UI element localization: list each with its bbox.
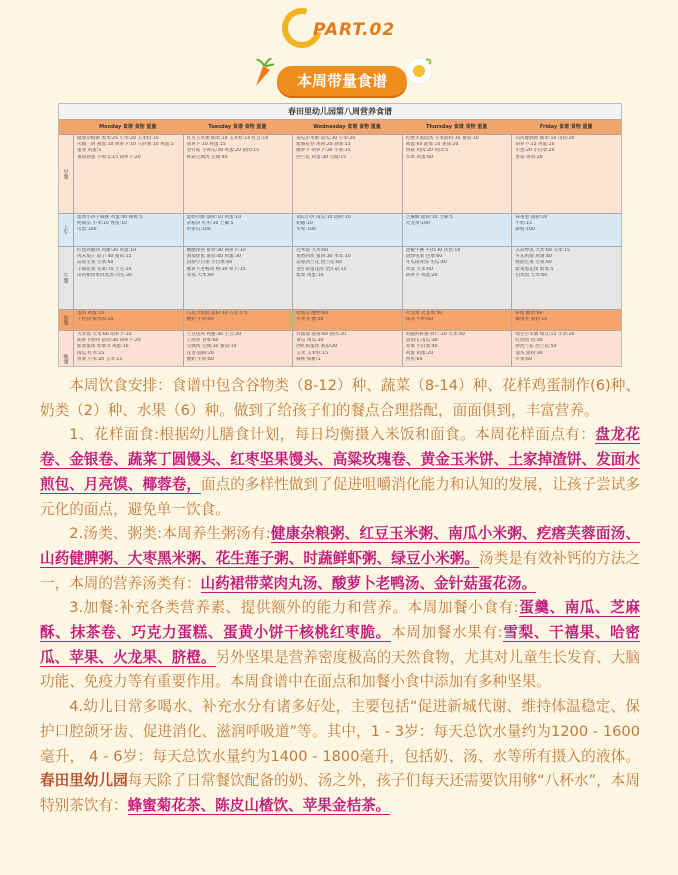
soup-paragraph: [40, 522, 640, 596]
menu-item: 苹果:100: [296, 227, 316, 233]
menu-item: 苹果:60: [515, 356, 532, 362]
pastry-paragraph: [40, 423, 640, 522]
menu-row: [59, 135, 621, 214]
egg-icon: [404, 56, 434, 86]
menu-row-label: 上午: [59, 214, 74, 246]
soup-list: 山药裙带菜肉丸汤、酸萝卜老鸭汤、金针菇蛋花汤。: [200, 574, 537, 592]
menu-item: 五彩炒饭 大米:60 玉米:15: [515, 248, 570, 253]
menu-item: 蒜蓉西兰花 西兰花:60: [296, 260, 342, 266]
menu-item: 抹茶 牛奶:60: [405, 317, 434, 323]
tea-list: 蜂蜜菊花茶、陈皮山楂饮、苹果金桔茶。: [127, 796, 391, 814]
pastry-list: 盘龙花卷、金银卷、蔬菜丁圆馒头、红枣坚果馒头、高粱玫瑰卷、黄金玉米饼、土家掉渣饼、发面水煎包、月亮馍、椰蓉卷，: [40, 426, 640, 493]
menu-item: 大米饭 大米:60 胡萝卜:10: [77, 332, 132, 337]
menu-item: 蒸南瓜 南瓜:30: [405, 338, 438, 344]
menu-cell: [184, 310, 294, 330]
menu-cell: [512, 310, 622, 330]
soup-intro: 2.汤类、粥类:本周养生粥汤有:: [69, 525, 271, 543]
menu-cell: [512, 331, 622, 367]
menu-item: 蒜蓉生菜 生菜:60: [77, 260, 114, 266]
menu-cell: [512, 247, 622, 309]
menu-item: 牛奶:15: [515, 221, 532, 227]
menu-item: 青菜 小米:20 玉米:15: [77, 356, 123, 362]
menu-cell: [512, 135, 622, 213]
menu-item: 红烧鸡腿肉 鸡腿:30 鸡蛋:10: [77, 248, 137, 253]
menu-row: [59, 214, 621, 247]
menu-item: 山药裙带菜肉丸汤 肉丸:30: [77, 272, 132, 278]
menu-item: 炒西兰花 西兰花:50: [515, 344, 557, 350]
menu-cell: [512, 214, 622, 246]
menu-item: 香菇 鸡肉:20: [515, 154, 543, 160]
menu-cell: [74, 310, 184, 330]
menu-cell: [403, 247, 513, 309]
menu-item: 黄瓜 黄瓜:30: [296, 338, 324, 344]
menu-row: [59, 331, 621, 367]
fruit-list: 雪梨、干禧果、哈密瓜、苹果、火龙果、脐橙。: [40, 624, 640, 666]
school-name: 春田里幼儿园: [40, 772, 128, 790]
menu-item: 腊肠花卷 鸡肉:20 菠菜:15: [296, 142, 351, 148]
soup-mid: 汤类是有效补钙的方法之一，本周的营养汤类有：: [40, 549, 640, 592]
menu-item: 酸萝卜 胡萝卜:30 小菜:15: [296, 148, 351, 154]
menu-cell: [293, 247, 403, 309]
menu-rows: [59, 135, 621, 367]
menu-header-day: Tuesday 食谱 食物 重量: [208, 124, 267, 130]
menu-item: 南瓜 红枣:15: [77, 350, 105, 356]
title-banner: [277, 66, 407, 96]
menu-title: 春田里幼儿园第八周营养食谱: [59, 104, 621, 120]
menu-cell: [184, 247, 294, 309]
menu-item: 红豆玉米粥 糯米:10 玉米粒:15 红豆:10: [186, 136, 269, 141]
menu-item: 鸡蛋 鸡蛋:20: [405, 350, 434, 356]
menu-item: 胡萝卜炒肉 猪肉:30 胡萝卜:20: [77, 338, 141, 344]
menu-item: 山药健脾粥 糯米:10 山药:20: [515, 136, 575, 141]
menu-row-label: 早餐: [59, 135, 74, 213]
snack-list: 蛋羹、南瓜、芝麻酥、抹茶卷、巧克力蛋糕、蛋黄小饼干核桃红枣脆。: [40, 599, 640, 642]
menu-item: 疙瘩芙蓉面汤 小麦面粉:35 番茄:10: [405, 136, 479, 141]
menu-item: 玉米 玉米粒:15: [296, 350, 329, 356]
menu-item: 酸萝卜老鸭汤 鸭:30 萝卜:15: [186, 266, 246, 272]
snack-paragraph: [40, 596, 640, 695]
menu-item: 火腿三明 燕麦:10 胡萝卜:10 马铃薯:10 鸡蛋:5: [77, 142, 174, 148]
menu-item: 白米饭 大米:60: [515, 272, 548, 278]
menu-item: 紫菜蛋花汤 紫菜:5: [515, 266, 554, 272]
menu-cell: [403, 310, 513, 330]
intro-paragraph: 本周饮食安排：食谱中包含谷物类（8-12）种、蔬菜（8-14）种、花样鸡蛋制作(6)种、奶类（2）种、水果（6）种。做到了给孩子们的餐点合理搭配，面面俱到，丰富营养。: [40, 377, 640, 419]
menu-header-day: Thursday 食谱 食物 重量: [425, 124, 488, 130]
menu-header-day: Monday 食谱 食物 重量: [99, 124, 157, 130]
menu-item: 香蕉:60: [405, 356, 423, 362]
menu-item: 炸酱面 面条:60 猪肉:20: [296, 332, 347, 337]
menu-cell: [74, 214, 184, 246]
menu-item: 巧克力蛋糕 面粉:10 巧克力:5: [186, 311, 248, 316]
menu-item: 脐橙:100: [515, 227, 535, 233]
menu-item: 哈密瓜:100: [186, 227, 211, 233]
menu-header-day: Wednesday 食谱 食物 重量: [313, 124, 381, 130]
menu-item: 金针菇 小黄瓜:30 鸡蛋:20 猪肉:15: [186, 148, 260, 154]
menu-row-label: 晚餐: [59, 331, 74, 367]
menu-item: 鱼香肉丝 猪肉:30 木耳:10: [296, 254, 351, 260]
menu-item: 时蔬鲜虾粥 虾仁:20 大米:40: [405, 332, 465, 337]
menu-item: 米饭 大米:60: [186, 272, 214, 278]
pastry-intro: 1、花样面食:根据幼儿膳食计划，每日均衡摄入米饭和面食。本周花样面点有：: [69, 426, 596, 444]
menu-cell: [184, 331, 294, 367]
part-label: PART.02: [313, 20, 396, 40]
menu-row-label: 加餐: [59, 310, 74, 330]
menu-header-row: [59, 120, 621, 135]
menu-cell: [293, 310, 403, 330]
porridge-list: 健康杂粮粥、红豆玉米粥、南瓜小米粥、疙瘩芙蓉面汤、山药健脾粥、大枣黑米粥、花生莲子粥、时蔬鲜虾粥、绿豆小米粥。: [40, 525, 640, 567]
menu-item: 肉末茄子 茄子:40 猪肉:15: [77, 254, 132, 260]
menu-item: 鸡蛋:60 菠菜:10 番茄:20: [405, 142, 459, 148]
menu-item: 蛋奶小酥 面粉:10 鸡蛋:10: [186, 215, 242, 220]
menu-header-corner: [59, 120, 73, 134]
menu-item: 核桃 核桃:5: [296, 356, 321, 362]
menu-item: 蛋饼 鸡蛋:10: [77, 311, 105, 316]
menu-item: 奶制品 小米:10 香蕉:10: [77, 221, 127, 227]
banner-text: 本周带量食谱: [296, 72, 387, 90]
menu-item: 抹茶卷 面粉:10: [515, 215, 548, 220]
menu-cell: [293, 331, 403, 367]
pastry-desc: 面点的多样性做到了促进咀嚼消化能力和认知的发展，让孩子尝试多元化的面点，避免单一饮食。: [40, 475, 640, 518]
menu-cell: [293, 214, 403, 246]
menu-item: 冬瓜排骨汤 冬瓜:40: [405, 260, 447, 266]
water-paragraph: [40, 695, 640, 819]
fruit-intro: 本周加餐水果有:: [390, 624, 503, 642]
menu-item: 米饭 大米:60: [405, 266, 434, 272]
menu-item: 椰蓉卷 面粉:10: [515, 317, 548, 323]
menu-item: 青菜 小白菜:40: [405, 344, 438, 350]
menu-cell: [184, 135, 294, 213]
menu-item: 番茄炒蛋 番茄:40 鸡蛋:30: [186, 254, 242, 260]
menu-item: 水果 鸡蛋:60: [405, 154, 434, 160]
menu-item: 西兰花 鸡蛋:30 豆腐:15: [296, 154, 347, 160]
menu-item: 花卷 面粉:20: [186, 350, 214, 356]
menu-item: 奶酪:10: [296, 221, 313, 227]
menu-row-label: 午餐: [59, 247, 74, 309]
menu-cell: [74, 331, 184, 367]
menu-item: 蛋卷 鸡蛋:5: [77, 148, 102, 154]
menu-cell: [293, 135, 403, 213]
menu-item: 黑椒牛柳 牛肉:30 洋葱:10: [405, 248, 461, 253]
menu-item: 馒头 面粉:30: [515, 350, 543, 356]
menu-cell: [403, 214, 513, 246]
menu-item: 南瓜小米粥 南瓜:30 小米:20: [296, 136, 356, 141]
snack-intro: 3.加餐:补充各类营养素、提供额外的能力和营养。本周加餐小食有:: [69, 599, 519, 617]
menu-item: 酸奶 牛奶:60: [186, 356, 214, 362]
menu-item: 糖醋排骨 排骨:30 胡萝卜:10: [186, 248, 246, 253]
menu-item: 绿豆小米粥 绿豆:15 小米:20: [515, 332, 575, 337]
menu-item: 胡萝卜 鸡蛋:20: [405, 272, 438, 278]
menu-item: 蚝油生菜 生菜:60: [515, 260, 552, 266]
menu-item: 酸奶 牛奶:60: [186, 317, 214, 323]
menu-cell: [184, 214, 294, 246]
menu-item: 香菇 鸡肉:20 鸡肉:5: [405, 148, 449, 154]
menu-item: 脐橙 酸奶:60: [515, 311, 543, 316]
menu-cell: [403, 135, 513, 213]
menu-item: 干桂圆 糯米饭:20: [77, 317, 114, 323]
water-mid: 每天除了日常餐饮配备的奶、汤之外，孩子们每天还需要饮用够“八杯水”，本周特别茶饮有：: [40, 772, 640, 814]
menu-item: 上海青 青菜:60: [186, 338, 219, 344]
menu-item: 清炒包菜 包菜:60: [405, 254, 443, 260]
menu-item: 番茄炒蛋 小黄瓜:15 胡萝卜:20: [77, 154, 141, 160]
menu-item: 小葱:20 小白菜:20: [515, 148, 555, 154]
menu-item: 白米饭 大米:60: [296, 248, 329, 253]
menu-item: 胡萝卜:15 鸡蛋:10: [515, 142, 555, 148]
menu-item: 哈密瓜 酸奶:60: [296, 311, 329, 316]
article-body: [40, 374, 640, 819]
carrot-icon: [252, 58, 274, 88]
menu-item: 土豆烧鸡 鸡腿:30 土豆:20: [186, 332, 242, 337]
menu-item: 杂粮饼 红枣:10 芝麻:5: [186, 221, 234, 227]
menu-cell: [74, 247, 184, 309]
menu-cell: [403, 331, 513, 367]
menu-item: 紫菜蛋汤 紫菜:5 鸡蛋:10: [77, 344, 129, 350]
weekly-menu-table: [58, 103, 622, 367]
water-intro: 4.幼儿日常多喝水、补充水分有诸多好处，主要包括“促进新城代谢、维持体温稳定、保护口腔颌牙齿、促进消化、滋润呼吸道”等。其中，1 - 3岁：每天总饮水量约为1200 - 1600毫升， 4 - 6岁：每天总饮水量约为1400 - 1800毫升，包括奶、汤、水等所有摄入的液体。: [40, 698, 640, 765]
menu-item: 金针菇蛋花汤 金针菇:15: [296, 266, 347, 272]
menu-item: 苹果 红薯:50: [296, 317, 324, 323]
menu-item: 胡萝卜:10 鸡蛋:15: [186, 142, 226, 148]
menu-cell: [74, 135, 184, 213]
menu-item: 西红柿蛋汤 番茄:20: [296, 344, 338, 350]
menu-item: 火龙果:100: [405, 221, 430, 227]
menu-item: 可乐鸡翅 鸡翅:40: [515, 254, 552, 260]
menu-item: 红烧鱼 鱼:30: [515, 338, 543, 344]
menu-item: 鲜菇豆腐汤 豆腐:40: [186, 154, 228, 160]
menu-item: 南瓜小饼 南瓜:10 面粉:10: [296, 215, 351, 220]
menu-item: 紫菜 鸡蛋:10: [296, 272, 324, 278]
menu-item: 清炒小白菜 小白菜:60: [186, 260, 233, 266]
section-header: [0, 0, 678, 100]
menu-item: 干锅花菜 花菜:70 土豆:20: [77, 266, 132, 272]
menu-item: 火龙果 火龙果:50: [405, 311, 443, 316]
menu-header-day: Friday 食谱 食物 重量: [539, 124, 593, 130]
menu-item: 蛋黄小饼干核桃 鸡蛋:40 核桃:5: [77, 215, 143, 220]
menu-row: [59, 310, 621, 331]
menu-item: 雪梨:100: [77, 227, 97, 233]
menu-item: 豆腐汤 豆腐:30 番茄:10: [186, 344, 237, 350]
menu-row: [59, 247, 621, 310]
nuts-desc: 另外坚果是营养密度极高的天然食物，尤其对儿童生长发育、大脑功能、免疫力等有重要作用。本周食谱中在面点和加餐小食中添加有多种坚果。: [40, 648, 640, 691]
menu-item: 健康杂粮粥 黑米:25 小米:20 玉米粒:10: [77, 136, 159, 141]
menu-item: 芝麻酥 面粉:10 芝麻:5: [405, 215, 453, 220]
